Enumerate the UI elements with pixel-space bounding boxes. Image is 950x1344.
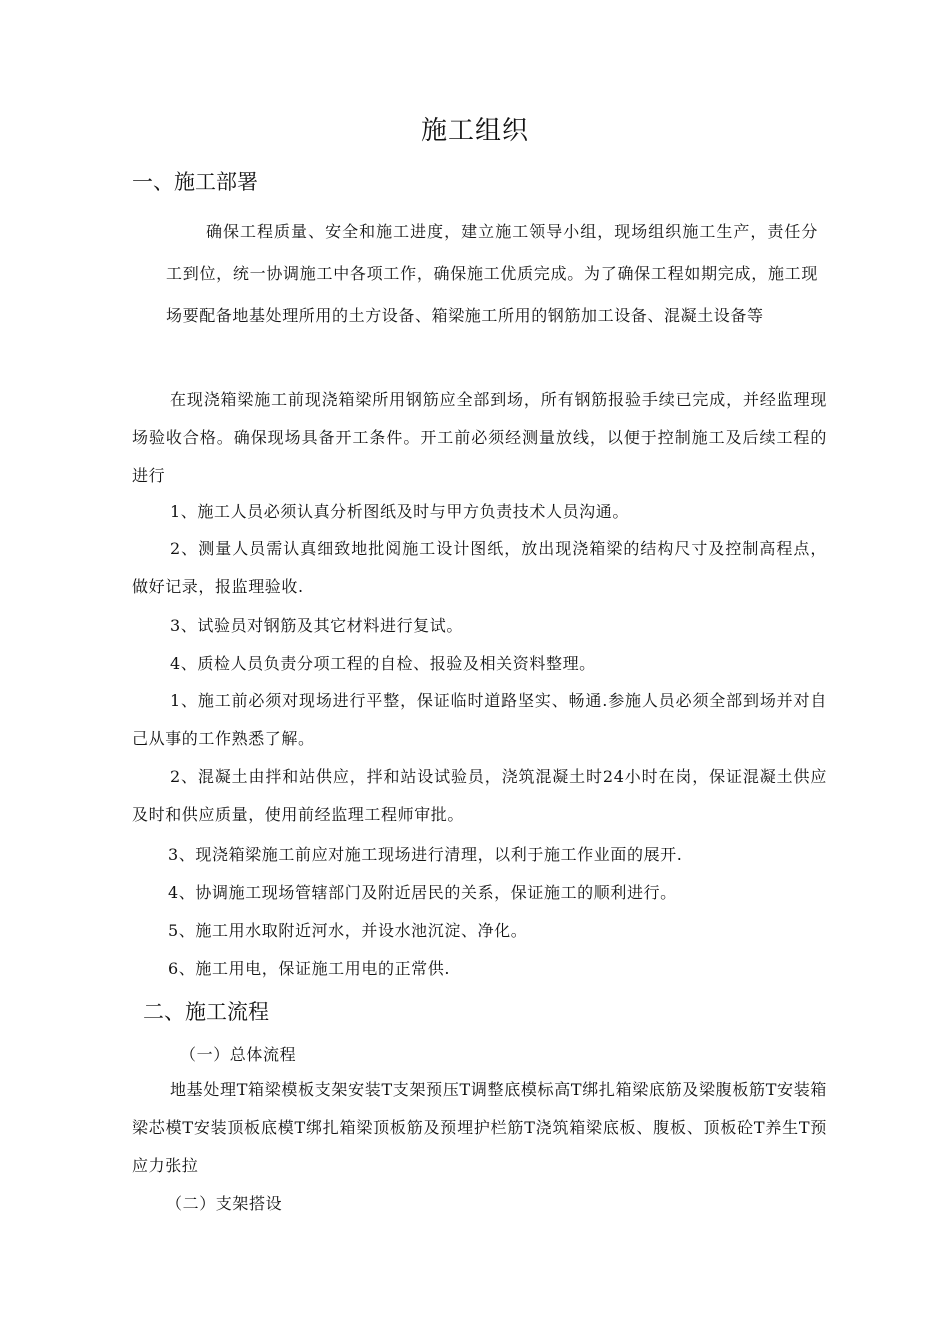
intro-paragraph (166, 211, 818, 337)
intro-text: 确保工程质量、安全和施工进度，建立施工领导小组，现场组织施工生产，责任分工到位，统一协调施工中各项工作，确保施工优质完成。为了确保工程如期完成，施工现场要配备地基处理所用的土方设备、箱梁施工所用的钢筋加工设备、混凝土设备等 (166, 222, 818, 325)
list-item: 5、施工用水取附近河水，并设水池沉淀、净化。 (168, 921, 528, 940)
preparation-text: 在现浇箱梁施工前现浇箱梁所用钢筋应全部到场，所有钢筋报验手续已完成，并经监理现场验收合格。确保现场具备开工条件。开工前必须经测量放线，以便于控制施工及后续工程的进行 (132, 390, 827, 485)
subheading-scaffold: （二）支架搭设 (166, 1194, 283, 1213)
preparation-paragraph (132, 381, 827, 495)
list-item-text: 2、测量人员需认真细致地批阅施工设计图纸，放出现浇箱梁的结构尺寸及控制高程点，做好记录，报监理验收. (132, 539, 827, 596)
list-item: 4、质检人员负责分项工程的自检、报验及相关资料整理。 (170, 654, 596, 673)
list-item-text: 1、施工前必须对现场进行平整，保证临时道路坚实、畅通.参施人员必须全部到场并对自己从事的工作熟悉了解。 (132, 691, 827, 748)
section-heading-deployment: 一、施工部署 (132, 170, 258, 194)
list-item: 4、协调施工现场管辖部门及附近居民的关系，保证施工的顺利进行。 (168, 883, 677, 902)
subheading-overall-process: （一）总体流程 (180, 1045, 297, 1064)
list-item (132, 530, 827, 606)
list-item: 1、施工人员必须认真分析图纸及时与甲方负责技术人员沟通。 (170, 502, 629, 521)
list-item: 6、施工用电，保证施工用电的正常供. (168, 959, 451, 978)
list-item: 3、现浇箱梁施工前应对施工现场进行清理，以利于施工作业面的展开. (168, 845, 683, 864)
document-title: 施工组织 (420, 116, 529, 146)
list-item (132, 682, 827, 758)
list-item-text: 2、混凝土由拌和站供应，拌和站设试验员，浇筑混凝土时24小时在岗，保证混凝土供应及时和供应质量，使用前经监理工程师审批。 (132, 767, 827, 824)
flow-paragraph (132, 1071, 827, 1185)
list-item: 3、试验员对钢筋及其它材料进行复试。 (170, 616, 463, 635)
list-item (132, 758, 827, 834)
section-heading-process: 二、施工流程 (143, 1000, 269, 1024)
flow-text: 地基处理T箱梁模板支架安装T支架预压T调整底模标高T绑扎箱梁底筋及梁腹板筋T安装箱梁芯模T安装顶板底模T绑扎箱梁顶板筋及预埋护栏筋T浇筑箱梁底板、腹板、顶板砼T养生T预应力张拉 (132, 1080, 827, 1175)
